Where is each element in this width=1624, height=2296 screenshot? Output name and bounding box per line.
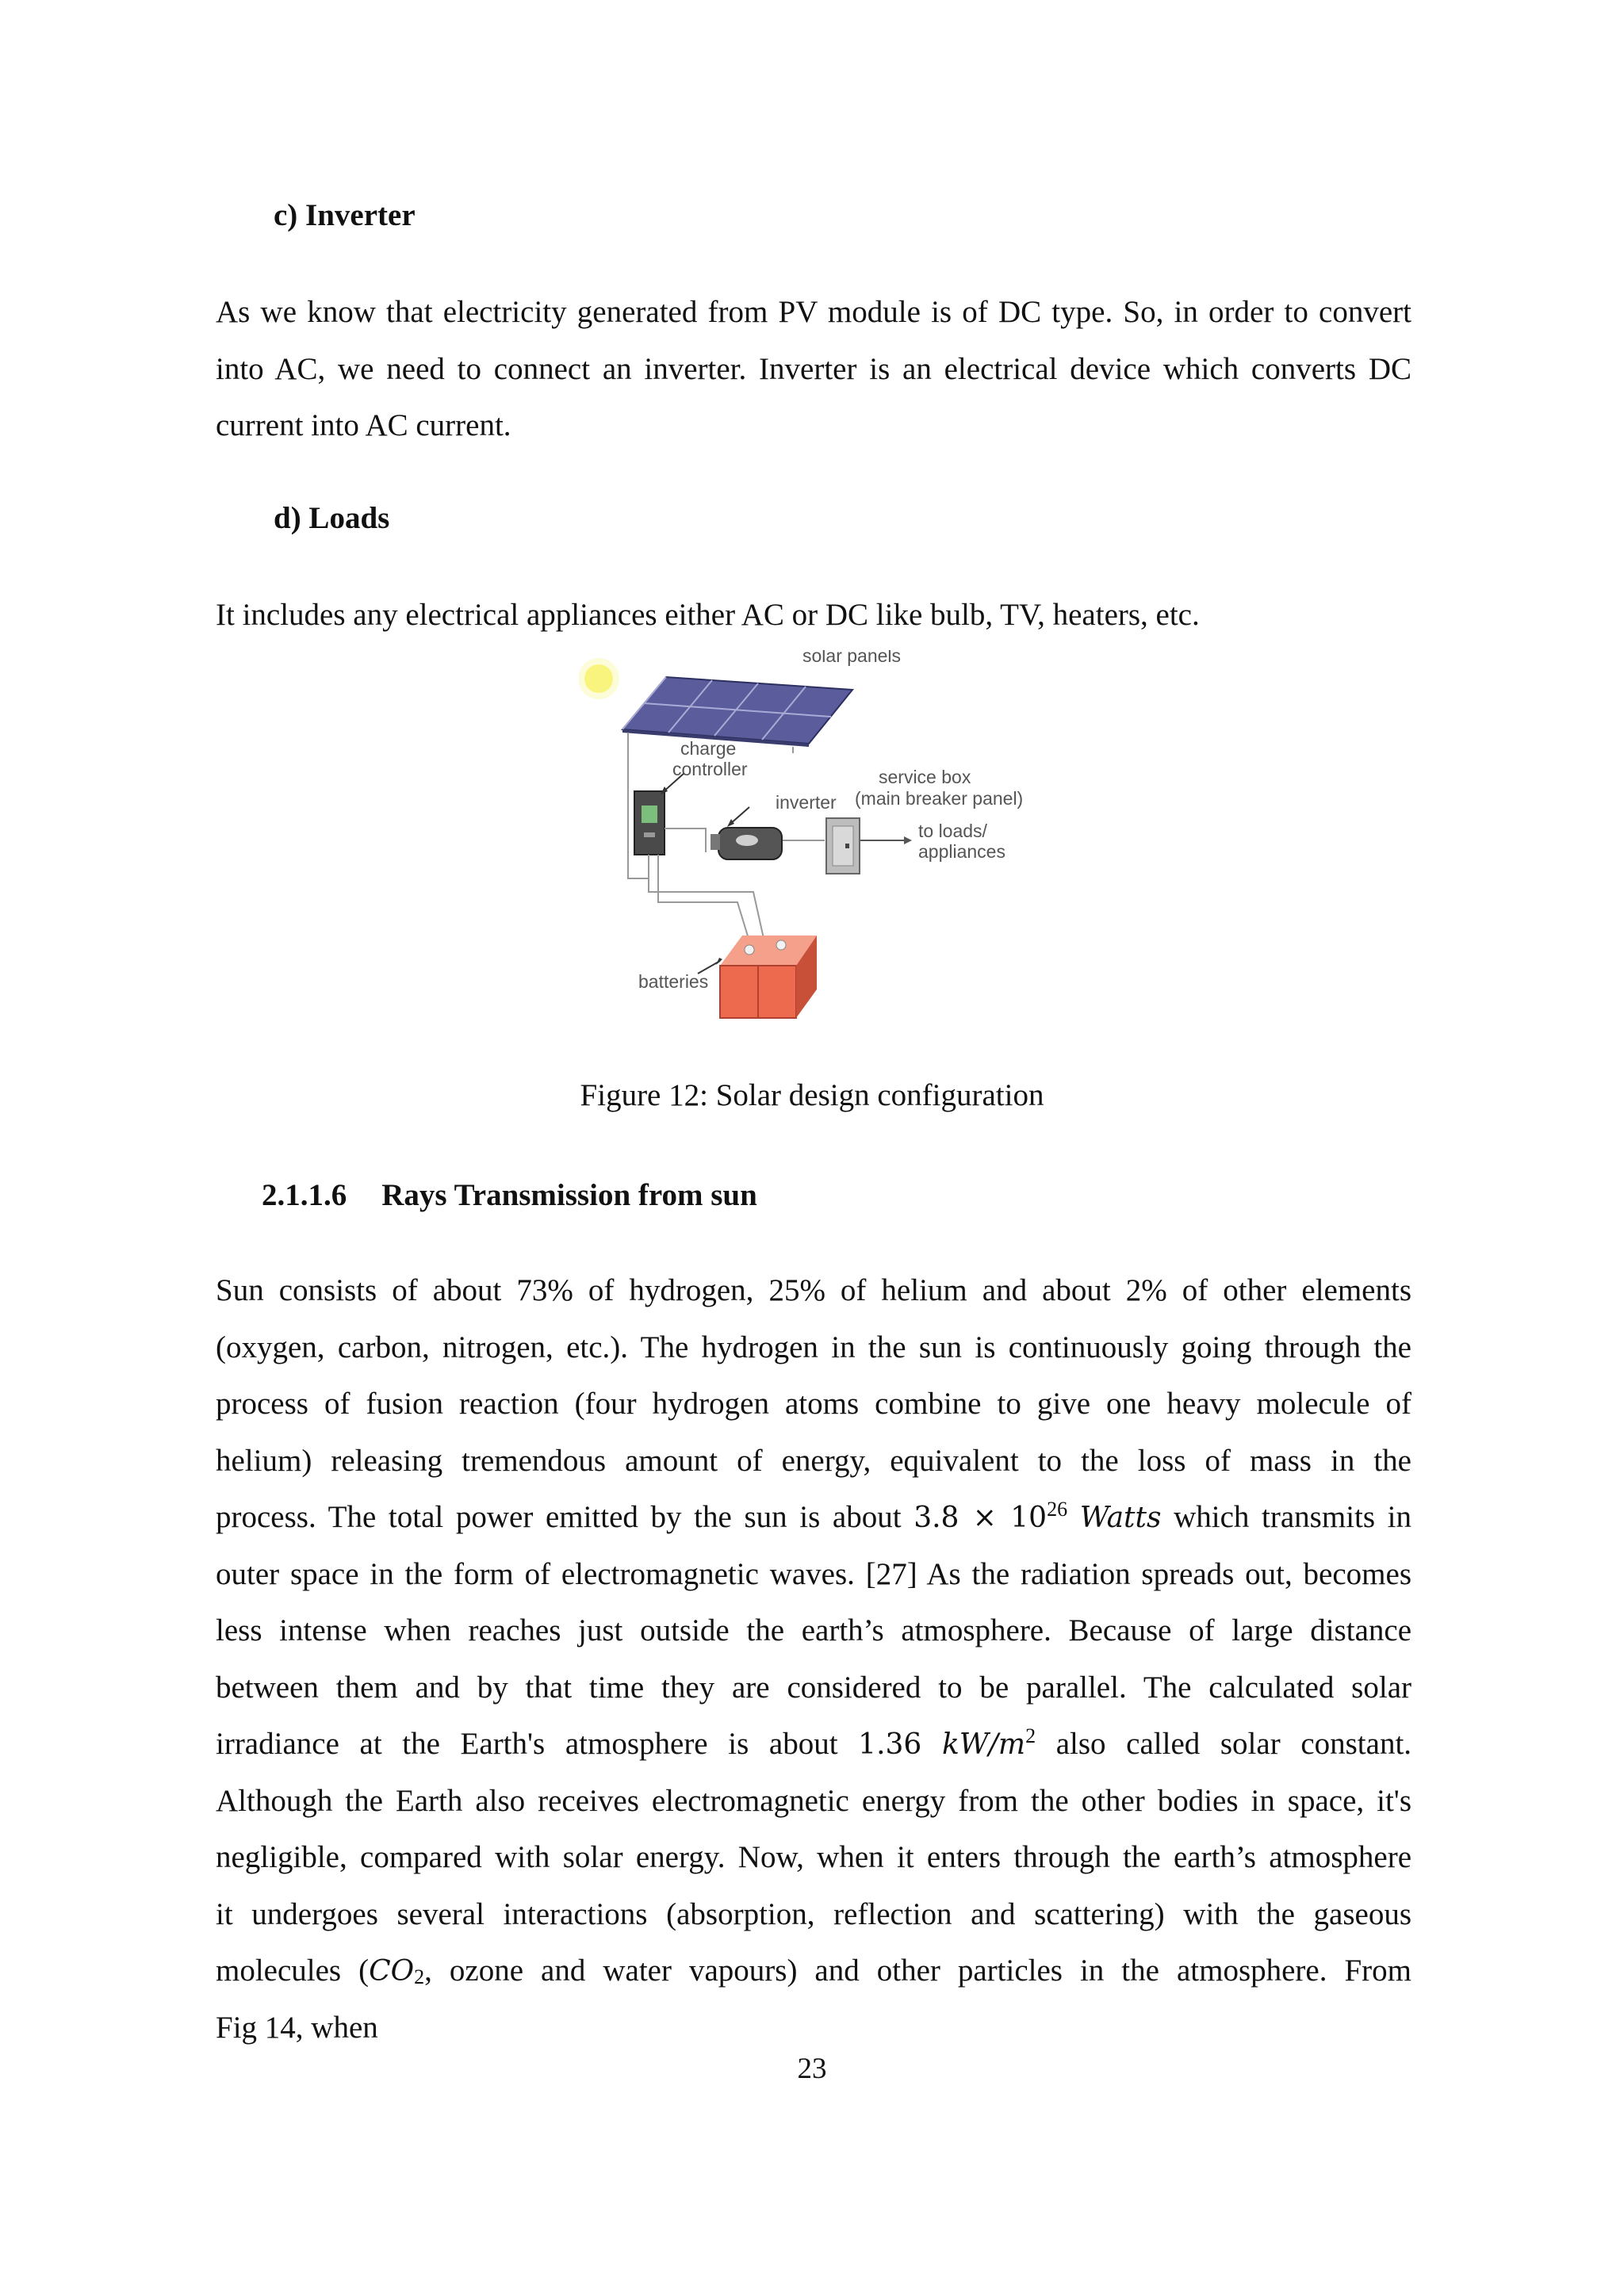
- label-service-box: service box: [879, 767, 971, 787]
- text-line-co2: [216, 1942, 1411, 1999]
- section-title: Rays Transmission from sun: [381, 1178, 757, 1212]
- text-fragment: also called solar constant.: [1055, 1727, 1412, 1761]
- service-box-icon: [826, 818, 860, 874]
- text-line: into AC, we need to connect an inverter. Inverter is an electrical device which converts DC: [216, 351, 1411, 386]
- power-coefficient: 3.8 × 10: [914, 1502, 1048, 1534]
- text-line: less intense when reaches just outside the earth’s atmosphere. Because of large distance: [216, 1613, 1411, 1647]
- text-line: current into AC current.: [216, 408, 511, 442]
- heading-loads: d) Loads: [274, 501, 390, 535]
- label-to-loads: to loads/: [918, 821, 987, 841]
- power-unit: Watts: [1079, 1502, 1162, 1534]
- paragraph-loads: [216, 587, 1411, 644]
- text-line-irradiance: [216, 1716, 1411, 1773]
- text-line: between them and by that time they are considered to be parallel. The calculated solar: [216, 1670, 1411, 1705]
- co2-formula: CO: [369, 1955, 415, 1988]
- section-number: 2.1.1.6: [262, 1178, 347, 1212]
- heading-inverter: c) Inverter: [274, 198, 416, 232]
- irradiance-unit: kW/m: [941, 1728, 1026, 1761]
- label-batteries: batteries: [638, 971, 709, 992]
- solar-panels-icon: [622, 677, 852, 747]
- co2-subscript: 2: [414, 1965, 425, 1988]
- power-exponent: 26: [1047, 1498, 1068, 1521]
- charge-controller-icon: [634, 791, 665, 855]
- inverter-icon: [710, 828, 782, 859]
- figure-caption: Figure 12: Solar design configuration: [580, 1078, 1044, 1112]
- text-line: Sun consists of about 73% of hydrogen, 25% of helium and about 2% of other elements: [216, 1273, 1411, 1307]
- paragraph-rays: [216, 1262, 1411, 2056]
- text-line: Although the Earth also receives electromagnetic energy from the other bodies in space, it's: [216, 1783, 1411, 1818]
- label-main-breaker: (main breaker panel): [855, 788, 1024, 809]
- text-line: negligible, compared with solar energy. Now, when it enters through the earth’s atmosphere: [216, 1840, 1411, 1874]
- solar-design-figure: [579, 650, 1071, 1023]
- paragraph-inverter: [216, 284, 1411, 454]
- text-line: It includes any electrical appliances either AC or DC like bulb, TV, heaters, etc.: [216, 598, 1200, 632]
- label-inverter: inverter: [776, 792, 837, 813]
- text-line: helium) releasing tremendous amount of energy, equivalent to the loss of mass in the: [216, 1443, 1411, 1478]
- text-line: it undergoes several interactions (absorption, reflection and scattering) with the gaseous: [216, 1896, 1411, 1931]
- label-solar-panels: solar panels: [802, 650, 902, 666]
- text-line: outer space in the form of electromagnetic waves. [27] As the radiation spreads out, becomes: [216, 1556, 1411, 1591]
- label-controller: controller: [672, 759, 748, 779]
- text-line: process of fusion reaction (four hydrogen atoms combine to give one heavy molecule of: [216, 1387, 1411, 1421]
- page-number: 23: [797, 2053, 827, 2085]
- text-line: Fig 14, when: [216, 2010, 378, 2045]
- text-fragment: molecules (: [216, 1954, 370, 1988]
- text-fragment: which transmits in: [1174, 1500, 1412, 1534]
- text-line: As we know that electricity generated from PV module is of DC type. So, in order to convert: [216, 295, 1411, 329]
- irradiance-exponent: 2: [1025, 1724, 1036, 1747]
- heading-rays-transmission: [262, 1178, 757, 1213]
- text-fragment: process. The total power emitted by the sun is about: [216, 1500, 902, 1534]
- irradiance-value: 1.36: [858, 1728, 922, 1761]
- batteries-icon: [720, 936, 817, 1018]
- text-fragment: irradiance at the Earth's atmosphere is about: [216, 1727, 838, 1761]
- text-line-power: [216, 1489, 1411, 1546]
- label-charge: charge: [680, 738, 737, 759]
- label-appliances: appliances: [918, 841, 1005, 862]
- text-line: (oxygen, carbon, nitrogen, etc.). The hydrogen in the sun is continuously going through the: [216, 1330, 1411, 1364]
- text-fragment: , ozone and water vapours) and other particles in the atmosphere. From: [424, 1954, 1411, 1988]
